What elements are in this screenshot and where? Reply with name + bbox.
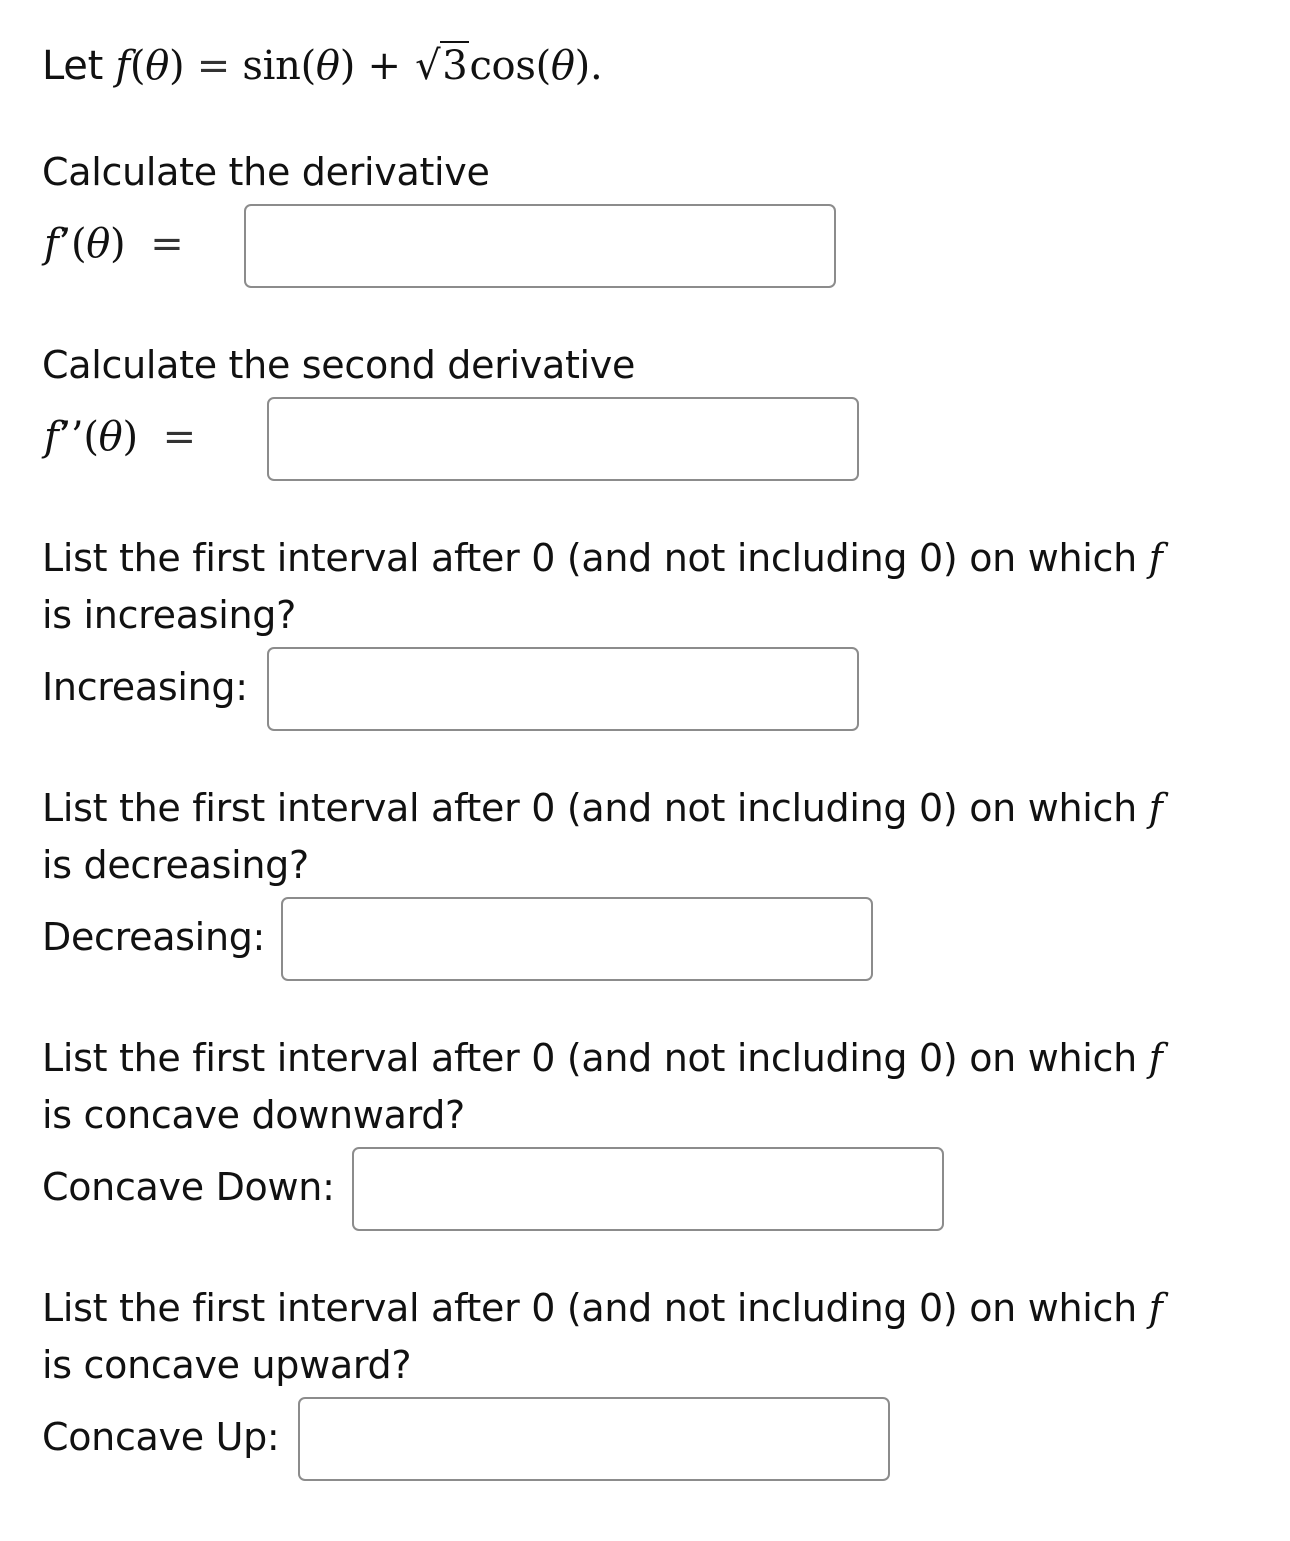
decreasing-label: Decreasing: — [42, 915, 266, 959]
function-definition: Let f(θ) = sin(θ) + √3cos(θ). — [42, 38, 602, 94]
let-word: Let — [42, 43, 103, 89]
concave-down-prompt-line1: List the first interval after 0 (and not including 0) on which f — [42, 1036, 1163, 1080]
decreasing-prompt-line2: is decreasing? — [42, 843, 309, 887]
decreasing-prompt-line1: List the first interval after 0 (and not including 0) on which f — [42, 786, 1163, 830]
concave-up-label: Concave Up: — [42, 1415, 280, 1459]
second-derivative-label: f’’(θ) = — [44, 414, 196, 460]
concave-down-prompt-line2: is concave downward? — [42, 1093, 465, 1137]
second-derivative-prompt: Calculate the second derivative — [42, 343, 636, 387]
function-name: f — [115, 43, 130, 89]
concave-down-input[interactable] — [352, 1147, 944, 1231]
equals-sign: = — [196, 43, 230, 89]
decreasing-input[interactable] — [281, 897, 873, 981]
square-root: √3 — [415, 43, 468, 89]
sin-function: sin — [242, 43, 301, 89]
concave-down-label: Concave Down: — [42, 1165, 335, 1209]
derivative-prompt: Calculate the derivative — [42, 150, 490, 194]
derivative-input[interactable] — [244, 204, 836, 288]
second-derivative-input[interactable] — [267, 397, 859, 481]
derivative-label: f’(θ) = — [44, 221, 184, 267]
increasing-input[interactable] — [267, 647, 859, 731]
increasing-prompt-line1: List the first interval after 0 (and not including 0) on which f — [42, 536, 1163, 580]
theta-symbol: θ — [145, 43, 170, 89]
increasing-label: Increasing: — [42, 665, 248, 709]
radicand: 3 — [442, 43, 468, 89]
concave-up-prompt-line1: List the first interval after 0 (and not including 0) on which f — [42, 1286, 1163, 1330]
increasing-prompt-line2: is increasing? — [42, 593, 296, 637]
concave-up-input[interactable] — [298, 1397, 890, 1481]
plus-sign: + — [367, 43, 401, 89]
cos-function: cos — [469, 43, 536, 89]
concave-up-prompt-line2: is concave upward? — [42, 1343, 412, 1387]
